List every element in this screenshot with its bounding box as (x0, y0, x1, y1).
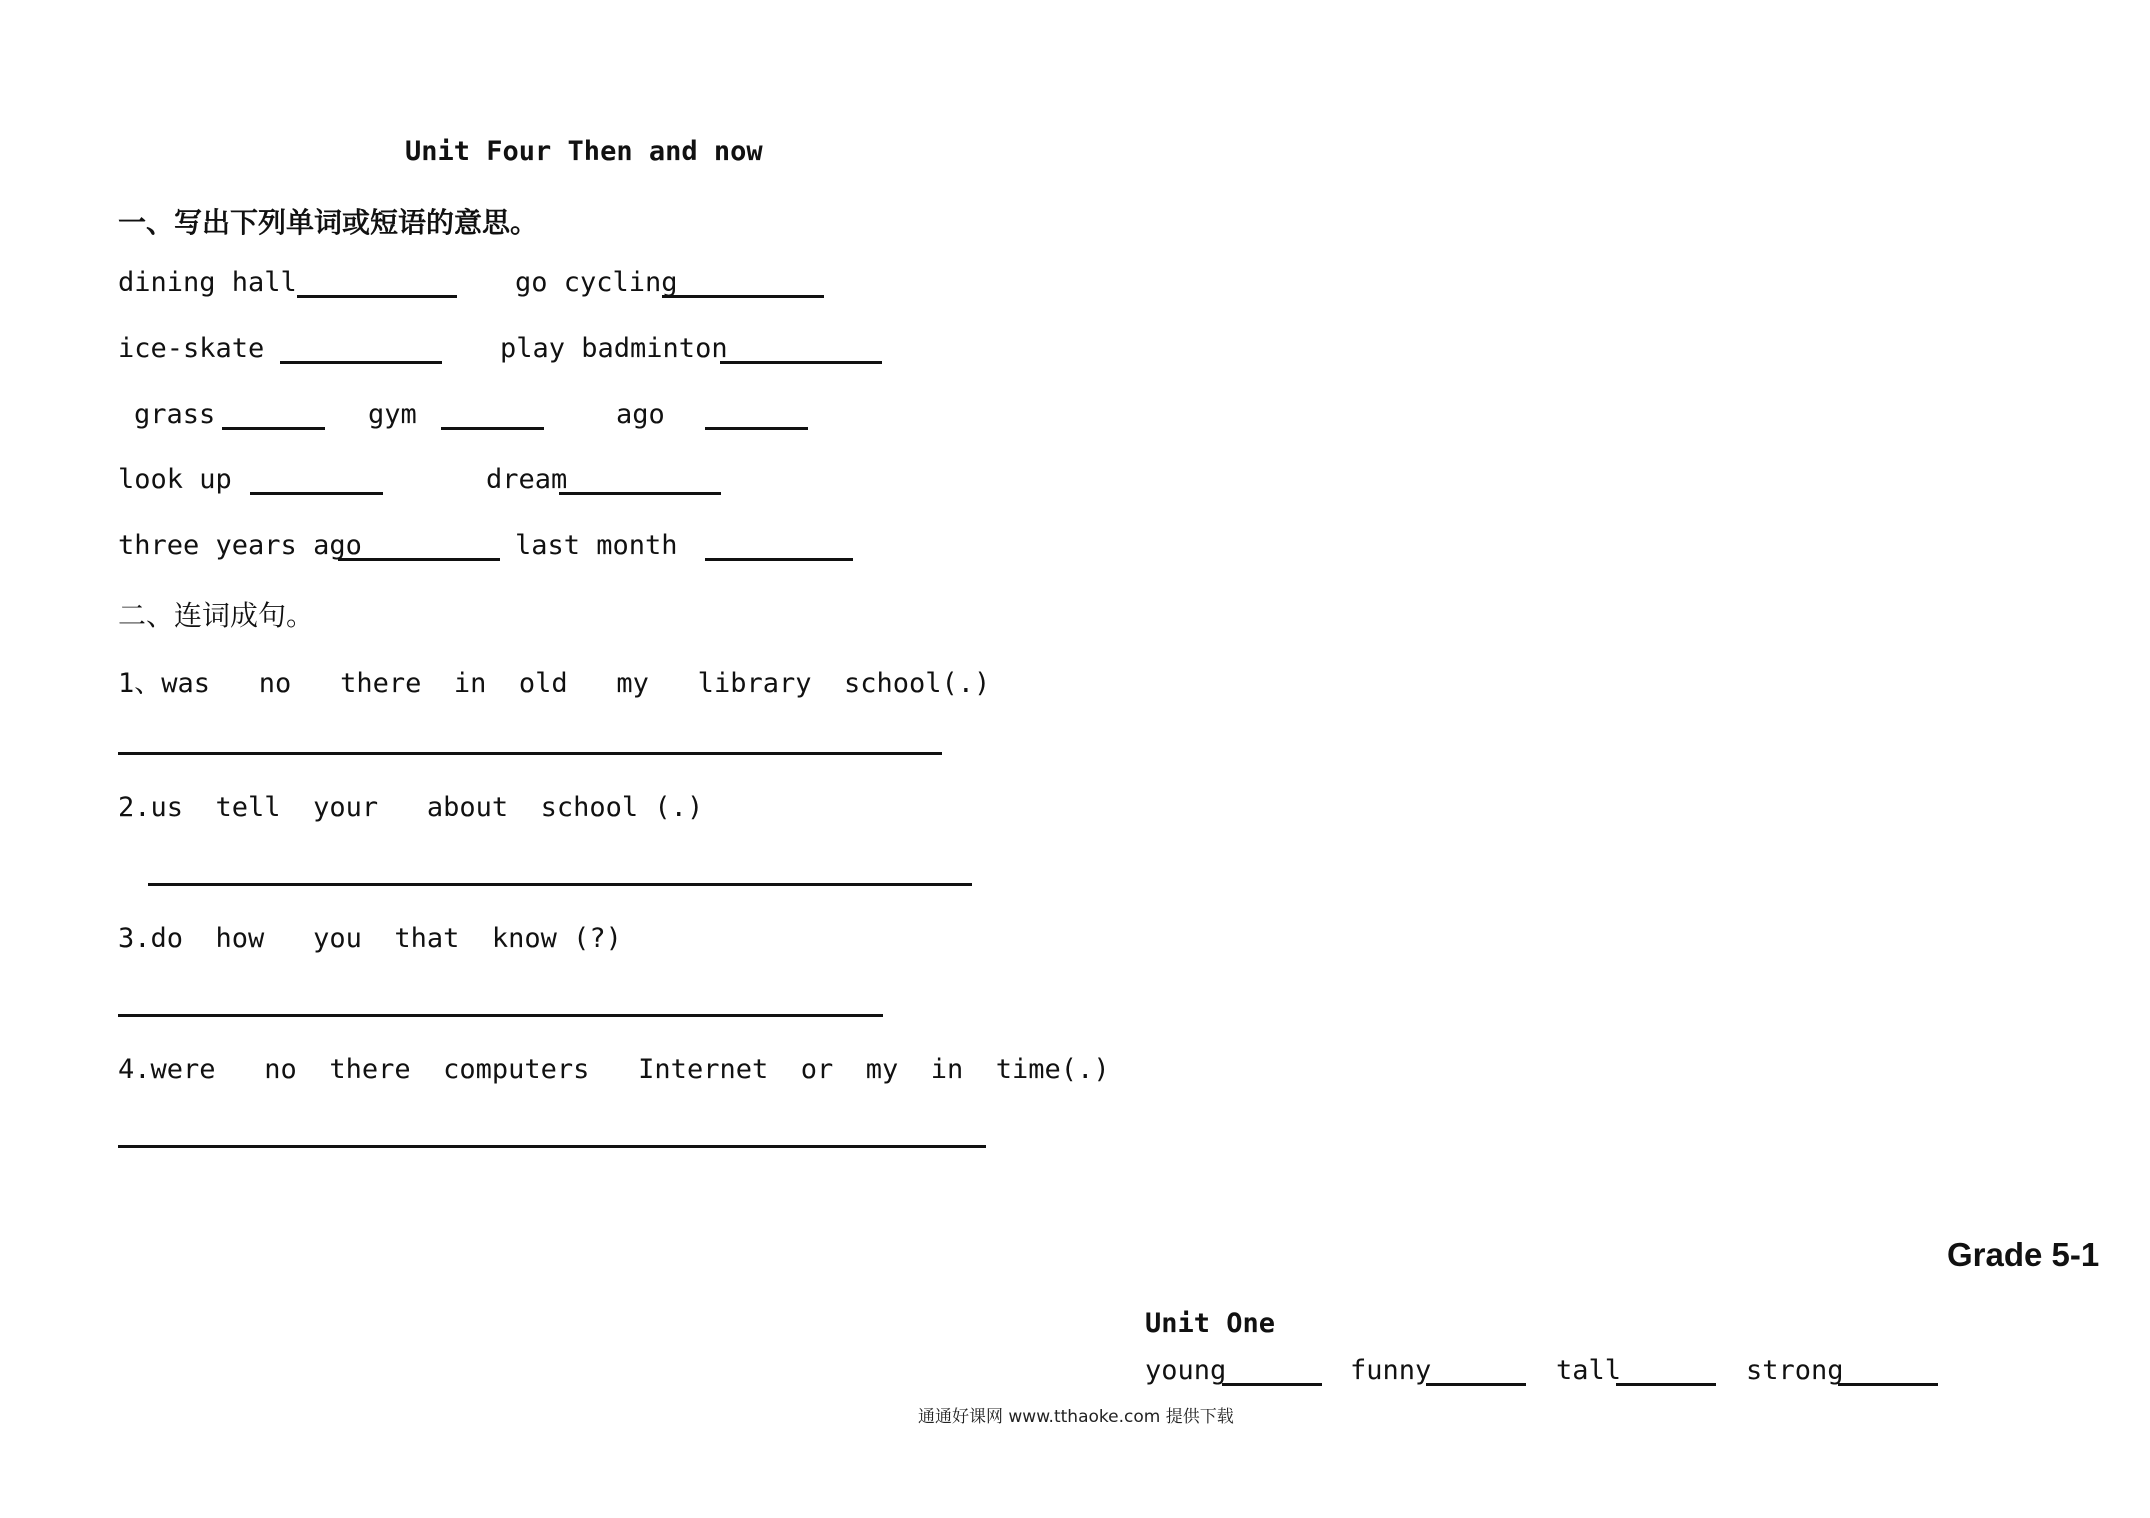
page-title: Unit Four Then and now (405, 136, 763, 167)
item-ago: ago (616, 399, 665, 430)
answer-blank (222, 427, 325, 430)
answer-blank (338, 558, 500, 561)
answer-blank (1838, 1383, 1938, 1386)
word-funny: funny (1350, 1355, 1432, 1386)
grade-label: Grade 5-1 (1947, 1236, 2100, 1273)
word-tall: tall (1556, 1355, 1622, 1386)
answer-blank (250, 492, 383, 495)
answer-blank (1426, 1383, 1526, 1386)
item-last-month: last month (515, 530, 678, 561)
item-grass: grass (134, 399, 216, 430)
answer-line-4 (118, 1145, 986, 1148)
answer-blank (297, 295, 457, 298)
word-young: young (1145, 1355, 1227, 1386)
unit-one-title: Unit One (1145, 1308, 1276, 1339)
answer-blank (1222, 1383, 1322, 1386)
answer-blank (705, 427, 808, 430)
item-gym: gym (368, 399, 417, 430)
question-4: 4.were no there computers Internet or my in time(.) (118, 1054, 1110, 1085)
word-strong: strong (1746, 1355, 1844, 1386)
section1-heading: 一、写出下列单词或短语的意思。 (118, 206, 539, 239)
answer-blank (705, 558, 853, 561)
answer-line-2 (148, 883, 972, 886)
answer-blank (662, 295, 824, 298)
item-dining-hall: dining hall (118, 267, 297, 298)
answer-blank (280, 361, 442, 364)
item-ice-skate: ice-skate (118, 333, 265, 364)
answer-blank (559, 492, 721, 495)
answer-line-1 (118, 752, 942, 755)
answer-blank (441, 427, 544, 430)
item-three-years-ago: three years ago (118, 530, 362, 561)
section2-heading: 二、连词成句。 (118, 599, 315, 632)
answer-line-3 (118, 1014, 883, 1017)
footer-text: 通通好课网 www.tthaoke.com 提供下载 (918, 1407, 1234, 1427)
question-1: 1、was no there in old my library school(.) (118, 668, 991, 699)
item-play-badminton: play badminton (500, 333, 728, 364)
item-dream: dream (486, 464, 568, 495)
answer-blank (720, 361, 882, 364)
answer-blank (1616, 1383, 1716, 1386)
item-look-up: look up (118, 464, 232, 495)
question-3: 3.do how you that know (?) (118, 923, 622, 954)
question-2: 2.us tell your about school (.) (118, 792, 704, 823)
item-go-cycling: go cycling (515, 267, 678, 298)
